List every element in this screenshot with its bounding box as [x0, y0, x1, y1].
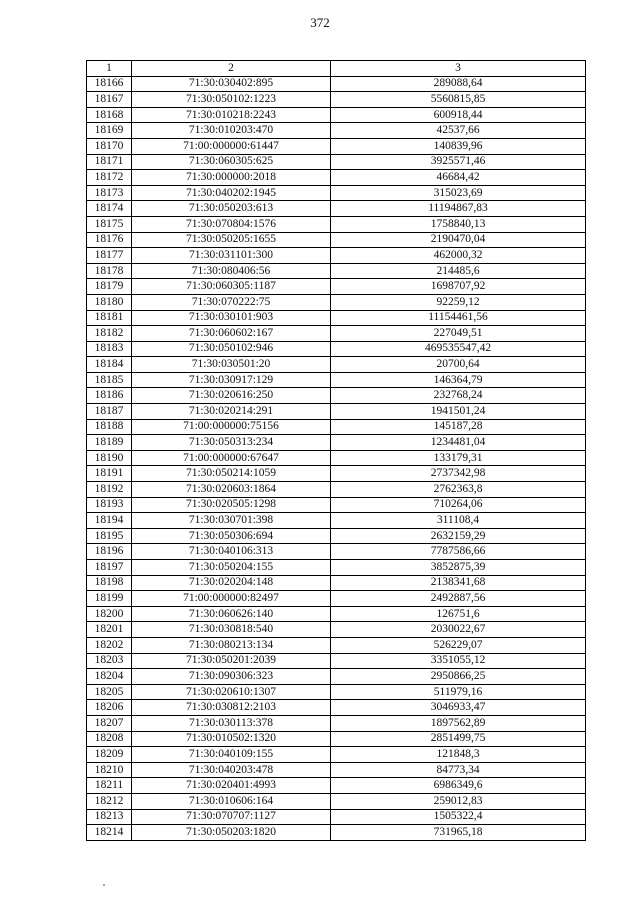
table-row — [87, 185, 586, 201]
table-row — [87, 544, 586, 560]
table-row — [87, 201, 586, 217]
row-number-cell: 18205 — [87, 684, 132, 700]
table-row — [87, 232, 586, 248]
cadastral-number-cell: 71:30:010502:1320 — [132, 731, 331, 747]
row-number-cell: 18192 — [87, 482, 132, 498]
table-row — [87, 653, 586, 669]
cadastral-number-cell: 71:30:070222:75 — [132, 294, 331, 310]
cadastral-value-cell: 5560815,85 — [331, 92, 586, 108]
table-row — [87, 248, 586, 264]
table-row — [87, 715, 586, 731]
cadastral-number-cell: 71:00:000000:75156 — [132, 419, 331, 435]
cadastral-value-cell: 289088,64 — [331, 76, 586, 92]
row-number-cell: 18199 — [87, 591, 132, 607]
cadastral-number-cell: 71:00:000000:61447 — [132, 138, 331, 154]
cadastral-number-cell: 71:30:050203:613 — [132, 201, 331, 217]
cadastral-value-cell: 6986349,6 — [331, 778, 586, 794]
row-number-cell: 18197 — [87, 560, 132, 576]
cadastral-number-cell: 71:00:000000:67647 — [132, 450, 331, 466]
cadastral-value-cell: 214485,6 — [331, 263, 586, 279]
table-row — [87, 326, 586, 342]
row-number-cell: 18171 — [87, 154, 132, 170]
cadastral-value-cell: 600918,44 — [331, 107, 586, 123]
row-number-cell: 18180 — [87, 294, 132, 310]
table-row — [87, 279, 586, 295]
row-number-cell: 18207 — [87, 715, 132, 731]
row-number-cell: 18166 — [87, 76, 132, 92]
row-number-cell: 18184 — [87, 357, 132, 373]
table-row — [87, 825, 586, 841]
cadastral-number-cell: 71:30:020214:291 — [132, 404, 331, 420]
cadastral-value-cell: 140839,96 — [331, 138, 586, 154]
cadastral-number-cell: 71:30:030501:20 — [132, 357, 331, 373]
cadastral-number-cell: 71:30:050306:694 — [132, 528, 331, 544]
table-row — [87, 684, 586, 700]
table-row — [87, 435, 586, 451]
table-row — [87, 341, 586, 357]
cadastral-value-cell: 126751,6 — [331, 606, 586, 622]
cadastral-value-cell: 20700,64 — [331, 357, 586, 373]
page-speck — [103, 884, 105, 886]
table-row — [87, 793, 586, 809]
page-number: 372 — [310, 15, 330, 30]
cadastral-value-cell: 11154461,56 — [331, 310, 586, 326]
cadastral-value-cell: 1505322,4 — [331, 809, 586, 825]
cadastral-value-cell: 511979,16 — [331, 684, 586, 700]
cadastral-value-cell: 526229,07 — [331, 637, 586, 653]
cadastral-value-cell: 1758840,13 — [331, 216, 586, 232]
row-number-cell: 18172 — [87, 170, 132, 186]
table-row — [87, 575, 586, 591]
cadastral-number-cell: 71:30:000000:2018 — [132, 170, 331, 186]
cadastral-number-cell: 71:30:020505:1298 — [132, 497, 331, 513]
cadastral-value-cell: 3852875,39 — [331, 560, 586, 576]
cadastral-number-cell: 71:30:030818:540 — [132, 622, 331, 638]
cadastral-number-cell: 71:30:050214:1059 — [132, 466, 331, 482]
table-row — [87, 123, 586, 139]
cadastral-value-cell: 42537,66 — [331, 123, 586, 139]
cadastral-value-cell: 2950866,25 — [331, 669, 586, 685]
cadastral-value-cell: 145187,28 — [331, 419, 586, 435]
cadastral-number-cell: 71:30:050203:1820 — [132, 825, 331, 841]
cadastral-number-cell: 71:30:020610:1307 — [132, 684, 331, 700]
row-number-cell: 18167 — [87, 92, 132, 108]
cadastral-number-cell: 71:30:050205:1655 — [132, 232, 331, 248]
cadastral-value-cell: 469535547,42 — [331, 341, 586, 357]
table-row — [87, 637, 586, 653]
cadastral-number-cell: 71:30:020401:4993 — [132, 778, 331, 794]
table-row — [87, 263, 586, 279]
row-number-cell: 18187 — [87, 404, 132, 420]
cadastral-number-cell: 71:30:070707:1127 — [132, 809, 331, 825]
cadastral-value-cell: 2851499,75 — [331, 731, 586, 747]
row-number-cell: 18211 — [87, 778, 132, 794]
cadastral-value-cell: 2632159,29 — [331, 528, 586, 544]
cadastral-number-cell: 71:30:010203:470 — [132, 123, 331, 139]
cadastral-value-cell: 227049,51 — [331, 326, 586, 342]
row-number-cell: 18208 — [87, 731, 132, 747]
table-row — [87, 294, 586, 310]
table-row — [87, 107, 586, 123]
row-number-cell: 18173 — [87, 185, 132, 201]
row-number-cell: 18202 — [87, 637, 132, 653]
table-row — [87, 388, 586, 404]
table-row — [87, 513, 586, 529]
row-number-cell: 18191 — [87, 466, 132, 482]
row-number-cell: 18186 — [87, 388, 132, 404]
table-row — [87, 778, 586, 794]
table-row — [87, 404, 586, 420]
cadastral-value-cell: 121848,3 — [331, 747, 586, 763]
cadastral-value-cell: 259012,83 — [331, 793, 586, 809]
cadastral-number-cell: 71:30:040106:313 — [132, 544, 331, 560]
row-number-cell: 18188 — [87, 419, 132, 435]
table-row — [87, 669, 586, 685]
cadastral-value-cell: 2138341,68 — [331, 575, 586, 591]
table-row — [87, 747, 586, 763]
cadastral-value-cell: 1698707,92 — [331, 279, 586, 295]
row-number-cell: 18214 — [87, 825, 132, 841]
cadastral-number-cell: 71:30:040203:478 — [132, 762, 331, 778]
cadastral-number-cell: 71:30:050313:234 — [132, 435, 331, 451]
table-row — [87, 138, 586, 154]
cadastral-number-cell: 71:00:000000:82497 — [132, 591, 331, 607]
cadastral-number-cell: 71:30:060602:167 — [132, 326, 331, 342]
row-number-cell: 18194 — [87, 513, 132, 529]
table-row — [87, 482, 586, 498]
cadastral-value-cell: 1234481,04 — [331, 435, 586, 451]
row-number-cell: 18212 — [87, 793, 132, 809]
cadastral-value-cell: 133179,31 — [331, 450, 586, 466]
row-number-cell: 18176 — [87, 232, 132, 248]
table-row — [87, 606, 586, 622]
cadastral-value-table — [86, 60, 586, 841]
table-row — [87, 419, 586, 435]
table-row — [87, 76, 586, 92]
cadastral-number-cell: 71:30:030402:895 — [132, 76, 331, 92]
cadastral-number-cell: 71:30:030917:129 — [132, 372, 331, 388]
cadastral-value-cell: 232768,24 — [331, 388, 586, 404]
table-row — [87, 170, 586, 186]
cadastral-value-cell: 2030022,67 — [331, 622, 586, 638]
cadastral-value-cell: 731965,18 — [331, 825, 586, 841]
cadastral-number-cell: 71:30:030701:398 — [132, 513, 331, 529]
cadastral-value-cell: 311108,4 — [331, 513, 586, 529]
table-row — [87, 762, 586, 778]
table-row — [87, 622, 586, 638]
row-number-cell: 18183 — [87, 341, 132, 357]
row-number-cell: 18200 — [87, 606, 132, 622]
cadastral-value-cell: 11194867,83 — [331, 201, 586, 217]
cadastral-number-cell: 71:30:080213:134 — [132, 637, 331, 653]
cadastral-value-cell: 2492887,56 — [331, 591, 586, 607]
cadastral-value-cell: 2190470,04 — [331, 232, 586, 248]
cadastral-value-cell: 92259,12 — [331, 294, 586, 310]
row-number-cell: 18177 — [87, 248, 132, 264]
cadastral-number-cell: 71:30:030812:2103 — [132, 700, 331, 716]
cadastral-value-cell: 1941501,24 — [331, 404, 586, 420]
row-number-cell: 18170 — [87, 138, 132, 154]
cadastral-number-cell: 71:30:080406:56 — [132, 263, 331, 279]
cadastral-number-cell: 71:30:010218:2243 — [132, 107, 331, 123]
row-number-cell: 18195 — [87, 528, 132, 544]
cadastral-value-cell: 1897562,89 — [331, 715, 586, 731]
cadastral-number-cell: 71:30:030101:903 — [132, 310, 331, 326]
table-row — [87, 466, 586, 482]
row-number-cell: 18175 — [87, 216, 132, 232]
table-row — [87, 450, 586, 466]
cadastral-number-cell: 71:30:020616:250 — [132, 388, 331, 404]
cadastral-number-cell: 71:30:040202:1945 — [132, 185, 331, 201]
table-row — [87, 497, 586, 513]
cadastral-number-cell: 71:30:060305:625 — [132, 154, 331, 170]
cadastral-number-cell: 71:30:060626:140 — [132, 606, 331, 622]
cadastral-number-cell: 71:30:040109:155 — [132, 747, 331, 763]
cadastral-number-cell: 71:30:030113:378 — [132, 715, 331, 731]
cadastral-number-cell: 71:30:050102:1223 — [132, 92, 331, 108]
header-column-2: 2 — [132, 61, 331, 77]
row-number-cell: 18182 — [87, 326, 132, 342]
cadastral-value-cell: 2762363,8 — [331, 482, 586, 498]
row-number-cell: 18210 — [87, 762, 132, 778]
table-row — [87, 700, 586, 716]
row-number-cell: 18169 — [87, 123, 132, 139]
row-number-cell: 18178 — [87, 263, 132, 279]
table-row — [87, 216, 586, 232]
row-number-cell: 18174 — [87, 201, 132, 217]
row-number-cell: 18209 — [87, 747, 132, 763]
cadastral-number-cell: 71:30:060305:1187 — [132, 279, 331, 295]
cadastral-value-cell: 2737342,98 — [331, 466, 586, 482]
cadastral-value-cell: 3046933,47 — [331, 700, 586, 716]
row-number-cell: 18213 — [87, 809, 132, 825]
table-row — [87, 92, 586, 108]
row-number-cell: 18189 — [87, 435, 132, 451]
cadastral-number-cell: 71:30:050102:946 — [132, 341, 331, 357]
row-number-cell: 18185 — [87, 372, 132, 388]
table-body — [87, 76, 586, 840]
cadastral-value-cell: 462000,32 — [331, 248, 586, 264]
cadastral-value-cell: 46684,42 — [331, 170, 586, 186]
row-number-cell: 18204 — [87, 669, 132, 685]
cadastral-value-cell: 3351055,12 — [331, 653, 586, 669]
table-row — [87, 591, 586, 607]
cadastral-value-cell: 7787586,66 — [331, 544, 586, 560]
cadastral-value-cell: 710264,06 — [331, 497, 586, 513]
table-row — [87, 809, 586, 825]
row-number-cell: 18196 — [87, 544, 132, 560]
table-row — [87, 528, 586, 544]
table-row — [87, 154, 586, 170]
row-number-cell: 18193 — [87, 497, 132, 513]
row-number-cell: 18203 — [87, 653, 132, 669]
cadastral-number-cell: 71:30:020204:148 — [132, 575, 331, 591]
cadastral-value-cell: 84773,34 — [331, 762, 586, 778]
table-row — [87, 560, 586, 576]
row-number-cell: 18198 — [87, 575, 132, 591]
cadastral-number-cell: 71:30:090306:323 — [132, 669, 331, 685]
header-column-3: 3 — [331, 61, 586, 77]
header-column-1: 1 — [87, 61, 132, 77]
cadastral-number-cell: 71:30:031101:300 — [132, 248, 331, 264]
row-number-cell: 18168 — [87, 107, 132, 123]
table-row — [87, 357, 586, 373]
cadastral-number-cell: 71:30:070804:1576 — [132, 216, 331, 232]
cadastral-number-cell: 71:30:050201:2039 — [132, 653, 331, 669]
row-number-cell: 18206 — [87, 700, 132, 716]
cadastral-number-cell: 71:30:020603:1864 — [132, 482, 331, 498]
cadastral-value-cell: 146364,79 — [331, 372, 586, 388]
table-header-row — [87, 61, 586, 77]
row-number-cell: 18181 — [87, 310, 132, 326]
table-row — [87, 310, 586, 326]
row-number-cell: 18179 — [87, 279, 132, 295]
cadastral-value-cell: 3925571,46 — [331, 154, 586, 170]
cadastral-number-cell: 71:30:010606:164 — [132, 793, 331, 809]
cadastral-number-cell: 71:30:050204:155 — [132, 560, 331, 576]
cadastral-value-cell: 315023,69 — [331, 185, 586, 201]
row-number-cell: 18190 — [87, 450, 132, 466]
table-row — [87, 731, 586, 747]
table-row — [87, 372, 586, 388]
row-number-cell: 18201 — [87, 622, 132, 638]
